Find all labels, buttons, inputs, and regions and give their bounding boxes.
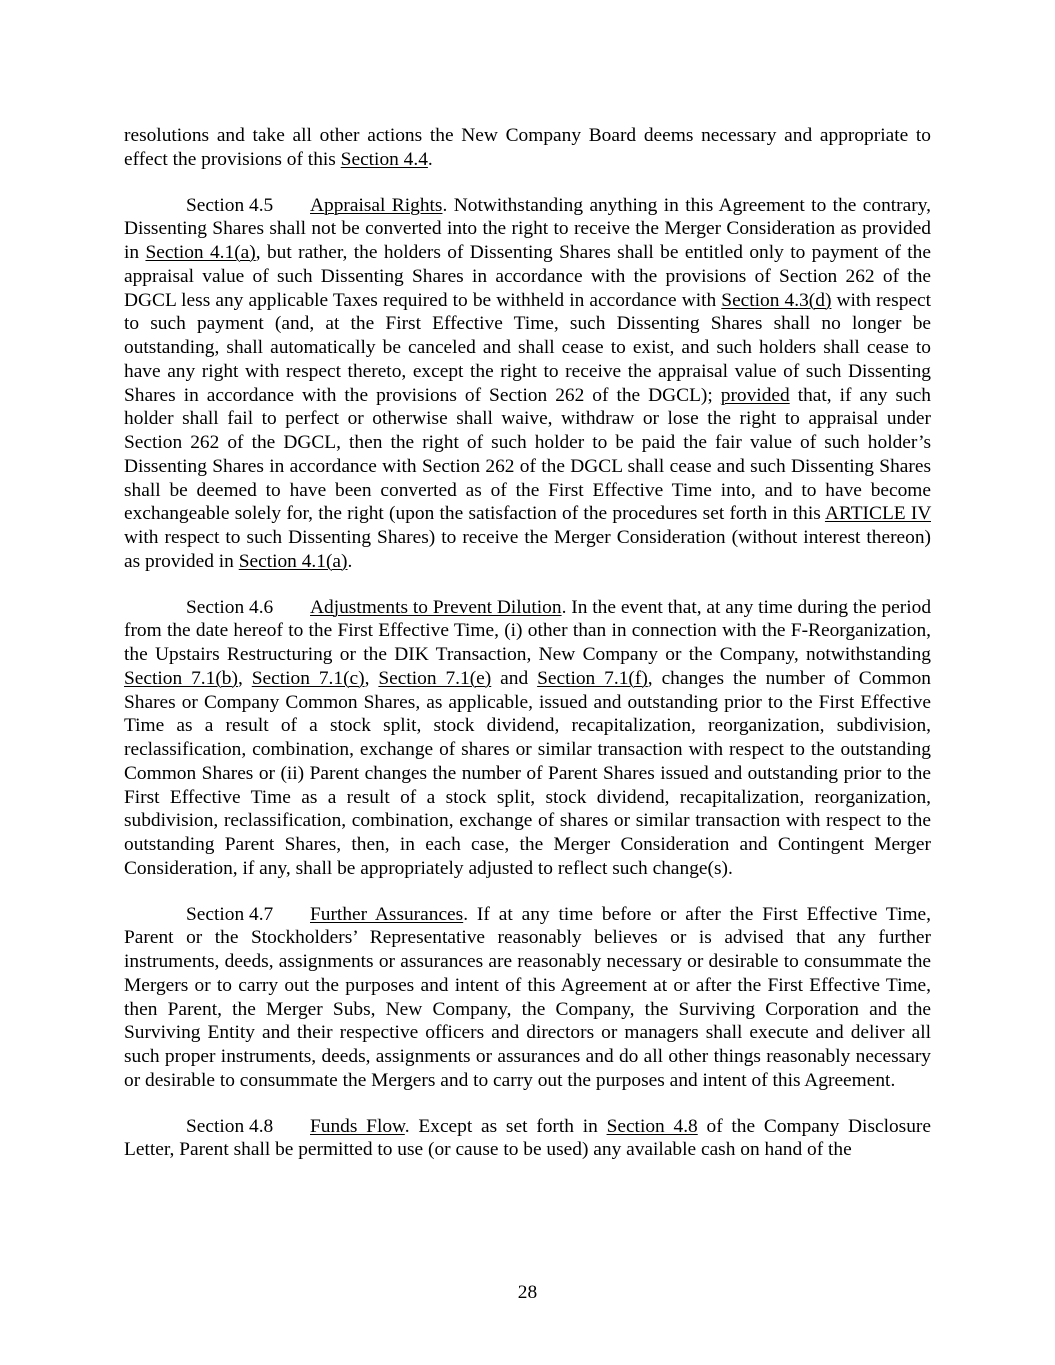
section-heading: Further Assurances [310, 903, 464, 925]
emphasis-provided: provided [720, 384, 790, 406]
text-run: with respect to such payment (and, at the First Effective Time, such Dissenting Shares shall no longer be outstanding, shall automatically be canceled and shall cease to exist, and such holders shall cease to have any right with respect thereto, except the right to receive the appraisal value of such Dissenting Shares in accordance with the provisions of Section 262 of the DGCL); [124, 289, 931, 406]
text-run: that, if any such holder shall fail to perfect or otherwise shall waive, withdraw or lose the right to appraisal under Section 262 of the DGCL, then the right of such holder to be paid the fair value of such holder’s Dissenting Shares in accordance with Section 262 of the DGCL shall cease and such Dissenting Shares shall be deemed to have been converted as of the First Effective Time into, and to have become exchangeable solely for, the right (upon the satisfaction of the procedures set forth in this [124, 384, 932, 525]
paragraph-section-4-8 [124, 1115, 931, 1163]
paragraph-section-4-7 [124, 903, 931, 1093]
cross-reference-section-7-1b: Section 7.1(b) [124, 667, 238, 689]
text-run: , but rather, the holders of Dissenting Shares shall be entitled only to payment of the appraisal value of such Dissenting Shares in accordance with the provisions of Section 262 of the DGCL less any applicable Taxes required to be withheld in accordance with [124, 242, 931, 311]
section-heading: Funds Flow [310, 1115, 405, 1137]
page-number: 28 [517, 1282, 538, 1303]
text-run: resolutions and take all other actions the New Company Board deems necessary and appropriate to effect the provisions of this [124, 125, 931, 170]
cross-reference-section-4-8: Section 4.8 [606, 1115, 698, 1137]
text-run: . Except as set forth in [404, 1115, 607, 1137]
text-run: and [491, 667, 538, 689]
paragraph-section-4-6 [124, 596, 931, 881]
section-number: Section 4.7 [186, 903, 274, 925]
cross-reference-section-4-1a: Section 4.1(a) [238, 550, 348, 572]
cross-reference-section-7-1c: Section 7.1(c) [251, 667, 365, 689]
text-run: of the Company Disclosure Letter, Parent shall be permitted to use (or cause to be used) any available cash on hand of the [124, 1115, 931, 1161]
text-run: with respect to such Dissenting Shares) to receive the Merger Consideration (without interest thereon) as provided in [124, 527, 931, 572]
text-run: . In the event that, at any time during the period from the date hereof to the First Effective Time, (i) other than in connection with the F-Reorganization, the Upstairs Restructuring or the DIK Transaction, New Company or the Company, notwithstanding [124, 596, 932, 665]
text-run: . Notwithstanding anything in this Agreement to the contrary, Dissenting Shares shall not be converted into the right to receive the Merger Consideration as provided in [124, 194, 931, 263]
text-run: , [364, 667, 379, 689]
cross-reference-section-4-1a: Section 4.1(a) [145, 242, 256, 263]
section-heading: Adjustments to Prevent Dilution [310, 596, 562, 618]
cross-reference-article-iv: ARTICLE IV [824, 503, 931, 525]
cross-reference-section-4-4: Section 4.4 [340, 148, 428, 170]
cross-reference-section-4-3d: Section 4.3(d) [721, 289, 832, 311]
text-run: . If at any time before or after the First Effective Time, Parent or the Stockholders’ Representative reasonably believes or is advised that any further instruments, deeds, assignments or assurances are reasonably necessary or desirable to consummate the Mergers or to carry out the purposes and intent of this Agreement at or after the First Effective Time, then Parent, the Merger Subs, New Company, the Company, the Surviving Corporation and the Surviving Entity and their respective officers and directors or managers shall execute and deliver all such proper instruments, deeds, assignments or assurances and do all other things reasonably necessary or desirable to consummate the Mergers and to carry out the purposes and intent of this Agreement. [124, 903, 931, 1091]
section-number: Section 4.8 [186, 1115, 274, 1137]
text-run: , [237, 667, 252, 689]
section-number: Section 4.6 [186, 596, 274, 618]
paragraph-section-4-5 [124, 194, 931, 574]
cross-reference-section-7-1f: Section 7.1(f) [537, 667, 648, 689]
text-run: , changes the number of Common Shares or Company Common Shares, as applicable, issued and outstanding prior to the First Effective Time as a result of a stock split, stock dividend, recapitalization, reorganization, subdivision, reclassification, combination, exchange of shares or similar transaction with respect to the outstanding Common Shares or (ii) Parent changes the number of Parent Shares issued and outstanding prior to the First Effective Time as a result of a stock split, stock dividend, recapitalization, reorganization, subdivision, reclassification, combination, exchange of shares or similar transaction with respect to the outstanding Parent Shares, then, in each case, the Merger Consideration and Contingent Merger Consideration, if any, shall be appropriately adjusted to reflect such change(s). [124, 667, 931, 879]
text-run: . [347, 550, 353, 572]
document-page [124, 124, 931, 1184]
cross-reference-section-7-1e: Section 7.1(e) [378, 667, 492, 689]
paragraph-section-4-4-continuation [124, 124, 931, 172]
section-number: Section 4.5 [186, 194, 274, 216]
section-heading: Appraisal Rights [310, 194, 443, 216]
text-run: . [427, 148, 433, 170]
